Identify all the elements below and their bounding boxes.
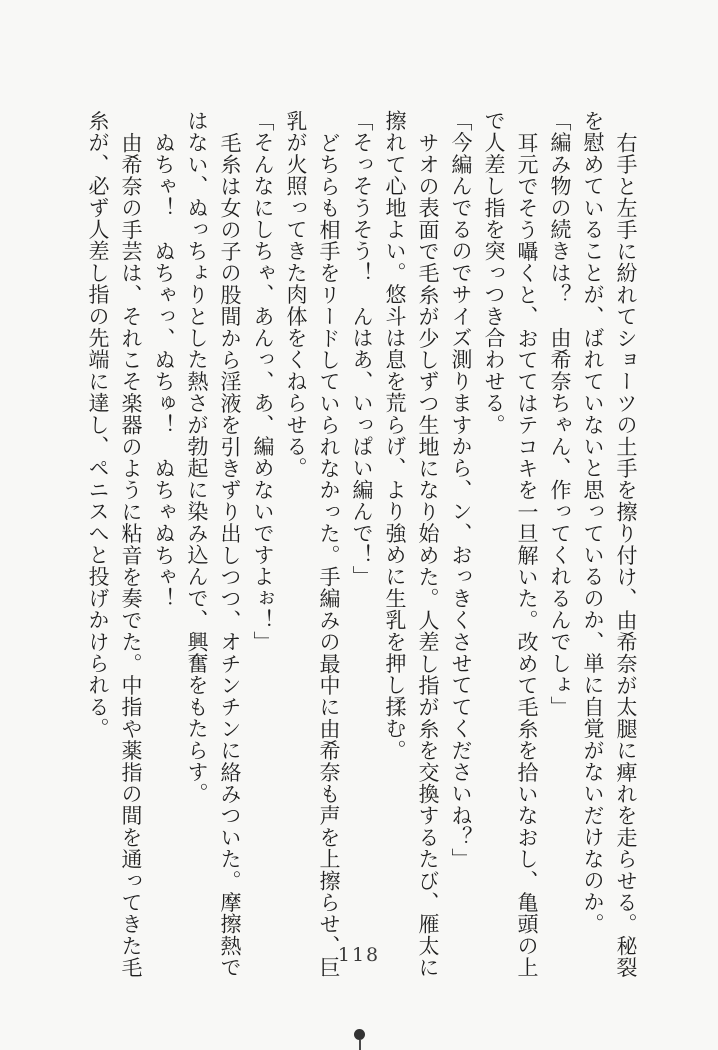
- text-line: 「そんなにしちゃ、あんっ、あ、編めないですよぉ！」: [251, 110, 275, 653]
- text-line: サオの表面で毛糸が少しずつ生地になり始めた。人差し指が糸を交換するたび、雁太に: [416, 132, 440, 979]
- page-footer: [0, 944, 718, 1050]
- text-line: 乳が火照ってきた肉体をくねらせる。: [284, 110, 308, 479]
- text-line: 糸が、必ず人差し指の先端に達し、ペニスへと投げかけられる。: [86, 110, 110, 740]
- text-line: 擦れて心地よい。悠斗は息を荒らげ、より強めに生乳を押し揉む。: [383, 110, 407, 761]
- vertical-text-block: [81, 110, 642, 995]
- text-line: 耳元でそう囁くと、おててはテコキを一旦解いた。改めて毛糸を拾いなおし、亀頭の上: [515, 132, 539, 979]
- text-line: 右手と左手に紛れてショーツの土手を擦り付け、由希奈が太腿に痺れを走らせる。秘裂: [614, 132, 638, 979]
- text-line: を慰めていることが、ばれていないと思っているのか、単に自覚がないだけなのか。: [581, 110, 605, 935]
- text-line: 「編み物の続きは？ 由希奈ちゃん、作ってくれるんでしょ」: [548, 110, 572, 718]
- text-line: ぬちゃ！ ぬちゃっ、ぬちゅ！ ぬちゃぬちゃ！: [152, 132, 176, 610]
- text-line: 「今編んでるのでサイズ測りますから、ン、おっきくさせててくださいね？」: [449, 110, 473, 870]
- page-number: 118: [337, 944, 381, 966]
- text-line: 「そっそうそう！ んはあ、いっぱい編んで！」: [350, 110, 374, 588]
- text-line: 毛糸は女の子の股間から淫液を引きずり出しつつ、オチンチンに絡みついた。摩擦熱で: [218, 132, 242, 979]
- center-mark-line: [359, 1040, 361, 1050]
- text-line: どちらも相手をリードしていられなかった。手編みの最中に由希奈も声を上擦らせ、巨: [317, 132, 341, 979]
- text-line: はない、ぬっちょりとした熱さが勃起に染み込んで、興奮をもたらす。: [185, 110, 209, 805]
- text-line: で人差し指を突っつき合わせる。: [482, 110, 506, 436]
- center-mark-dot-icon: [354, 1029, 365, 1040]
- text-line: 由希奈の手芸は、それこそ楽器のように粘音を奏でた。中指や薬指の間を通ってきた毛: [119, 132, 143, 979]
